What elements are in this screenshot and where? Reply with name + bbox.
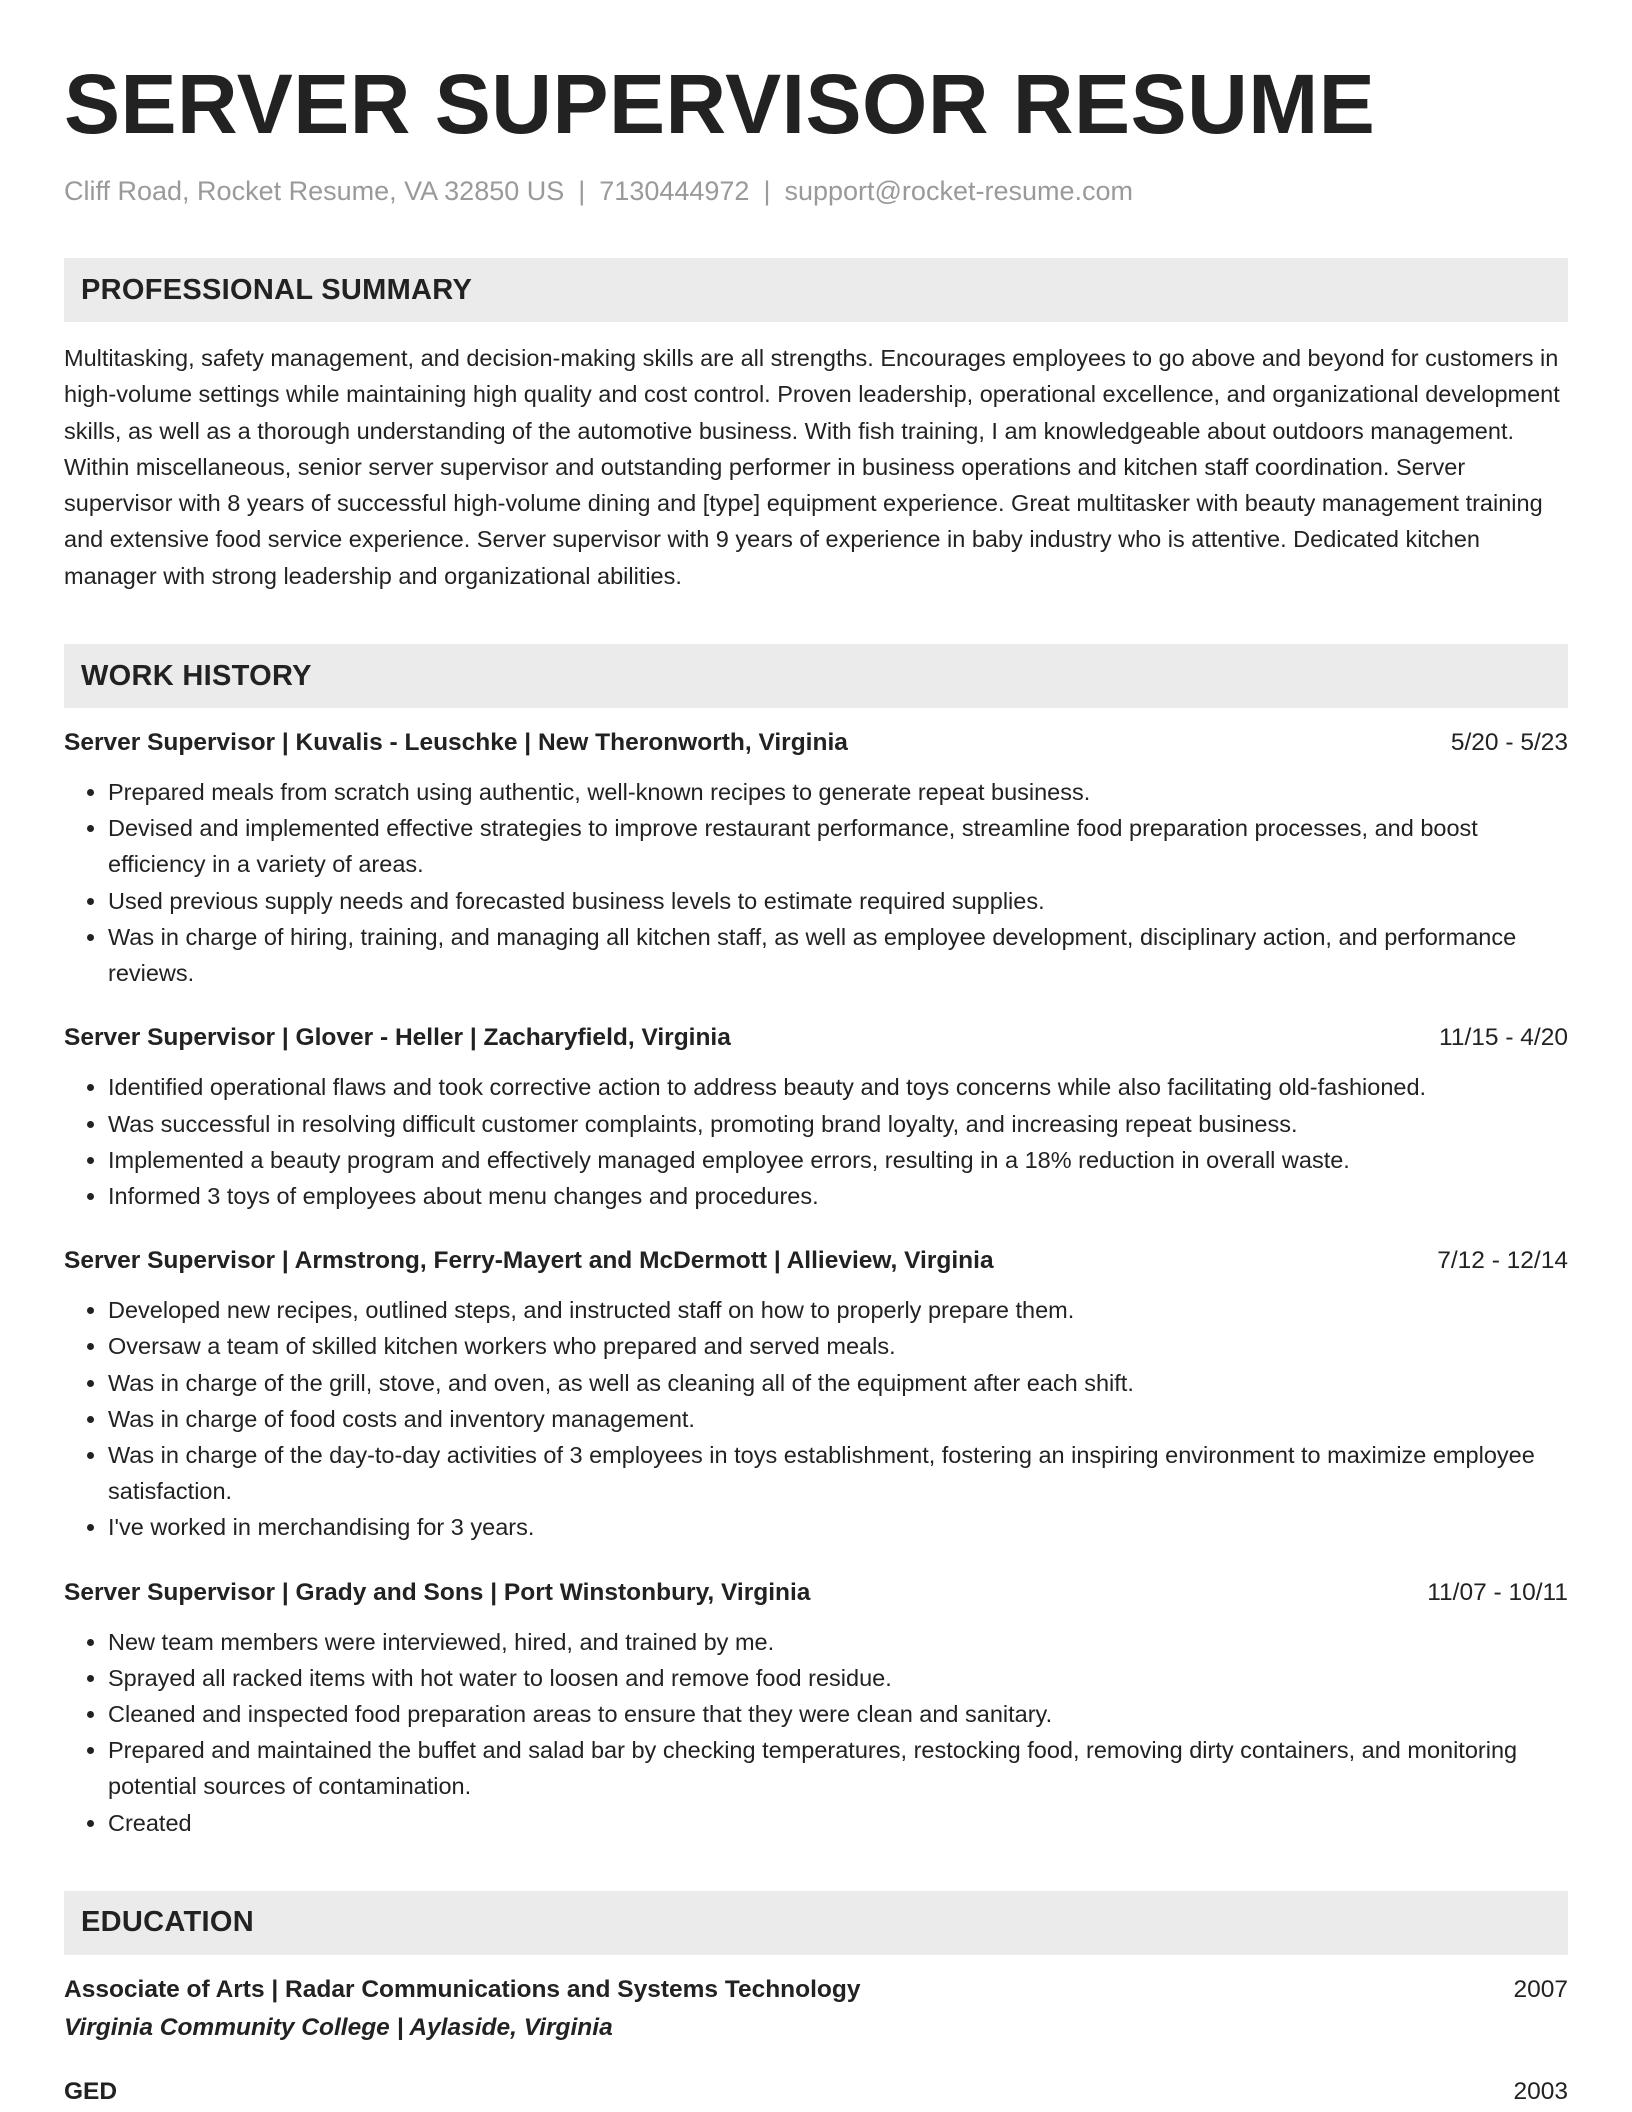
job-bullet: • Prepared meals from scratch using authentic, well-known recipes to generate repeat business. — [108, 774, 1568, 810]
job-bullet: • Developed new recipes, outlined steps, and instructed staff on how to properly prepare them. — [108, 1292, 1568, 1328]
job-bullet: • Was in charge of the grill, stove, and oven, as well as cleaning all of the equipment after each shift. — [108, 1365, 1568, 1401]
education-entry — [64, 2075, 1568, 2109]
job-title: Server Supervisor | Kuvalis - Leuschke | New Theronworth, Virginia — [64, 729, 848, 757]
section-header-work-history: WORK HISTORY — [64, 644, 1568, 708]
job-bullet: • Prepared and maintained the buffet and salad bar by checking temperatures, restocking food, removing dirty containers, and monitoring potential sources of contamination. — [108, 1732, 1568, 1804]
job-bullet: • Sprayed all racked items with hot water to loosen and remove food residue. — [108, 1660, 1568, 1696]
job-header — [64, 1021, 1568, 1055]
job-dates: 11/15 - 4/20 — [1439, 1024, 1568, 1052]
contact-address: Cliff Road, Rocket Resume, VA 32850 US — [64, 176, 565, 206]
job-bullets — [64, 1069, 1568, 1214]
job-bullet: • Was in charge of hiring, training, and managing all kitchen staff, as well as employee development, disciplinary action, and performance reviews. — [108, 919, 1568, 991]
contact-phone: 7130444972 — [599, 176, 750, 206]
job-bullet: • New team members were interviewed, hired, and trained by me. — [108, 1624, 1568, 1660]
job-bullet: • Was successful in resolving difficult customer complaints, promoting brand loyalty, and increasing repeat business. — [108, 1106, 1568, 1142]
job-bullet: • Created — [108, 1805, 1568, 1841]
job-header — [64, 726, 1568, 760]
job-bullet: • I've worked in merchandising for 3 years. — [108, 1509, 1568, 1545]
section-header-summary: PROFESSIONAL SUMMARY — [64, 258, 1568, 322]
job-bullet: • Cleaned and inspected food preparation areas to ensure that they were clean and sanitary. — [108, 1696, 1568, 1732]
education-entry — [64, 1973, 1568, 2045]
contact-separator: | — [763, 176, 771, 206]
contact-line — [64, 174, 1568, 208]
job-bullet: • Implemented a beauty program and effectively managed employee errors, resulting in a 18% reduction in overall waste. — [108, 1142, 1568, 1178]
job-entry — [64, 1021, 1568, 1214]
contact-email: support@rocket-resume.com — [784, 176, 1133, 206]
job-bullets — [64, 774, 1568, 991]
education-school: Virginia Community College | Aylaside, Virginia — [64, 2013, 613, 2041]
education-header — [64, 1973, 1568, 2007]
job-title: Server Supervisor | Armstrong, Ferry-Mayert and McDermott | Allieview, Virginia — [64, 1247, 994, 1275]
job-dates: 7/12 - 12/14 — [1437, 1247, 1568, 1275]
job-bullet: • Oversaw a team of skilled kitchen workers who prepared and served meals. — [108, 1328, 1568, 1364]
job-dates: 11/07 - 10/11 — [1427, 1578, 1568, 1606]
job-bullet: • Was in charge of food costs and inventory management. — [108, 1401, 1568, 1437]
job-bullet: • Was in charge of the day-to-day activities of 3 employees in toys establishment, fostering an inspiring environment to maximize employee satisfaction. — [108, 1437, 1568, 1509]
job-entry — [64, 726, 1568, 991]
job-bullet: • Used previous supply needs and forecasted business levels to estimate required supplies. — [108, 883, 1568, 919]
job-title: Server Supervisor | Grady and Sons | Port Winstonbury, Virginia — [64, 1578, 811, 1606]
education-header — [64, 2075, 1568, 2109]
job-dates: 5/20 - 5/23 — [1450, 729, 1568, 757]
education-degree: GED — [64, 2077, 118, 2105]
job-bullet: • Identified operational flaws and took corrective action to address beauty and toys concerns while also facilitating old-fashioned. — [108, 1069, 1568, 1105]
section-header-education: EDUCATION — [64, 1891, 1568, 1955]
job-bullet: • Devised and implemented effective strategies to improve restaurant performance, streamline food preparation processes, and boost efficiency in a variety of areas. — [108, 810, 1568, 882]
job-bullet: • Informed 3 toys of employees about menu changes and procedures. — [108, 1178, 1568, 1214]
job-title: Server Supervisor | Glover - Heller | Zacharyfield, Virginia — [64, 1024, 731, 1052]
job-entry — [64, 1576, 1568, 1841]
summary-text: Multitasking, safety management, and decision-making skills are all strengths. Encourages employees to go above and beyond for customers in high-volume settings while maintaining high quality and cost control. Proven leadership, operational excellence, and organizational development skills, as well as a thorough understanding of the automotive business. With fish training, I am knowledgeable about outdoors management. Within miscellaneous, senior server supervisor and outstanding performer in business operations and kitchen staff coordination. Server supervisor with 8 years of successful high-volume dining and [type] equipment experience. Great multitasker with beauty management training and extensive food service experience. Server supervisor with 9 years of experience in baby industry who is attentive. Dedicated kitchen manager with strong leadership and organizational abilities. — [64, 345, 1560, 589]
contact-separator: | — [578, 176, 586, 206]
education-year: 2007 — [1513, 1975, 1568, 2003]
resume-title: SERVER SUPERVISOR RESUME — [64, 57, 1376, 151]
job-bullets — [64, 1292, 1568, 1545]
job-entry — [64, 1244, 1568, 1545]
education-degree: Associate of Arts | Radar Communications and Systems Technology — [64, 1975, 861, 2003]
job-header — [64, 1576, 1568, 1610]
education-year: 2003 — [1513, 2077, 1568, 2105]
job-header — [64, 1244, 1568, 1278]
job-bullets — [64, 1624, 1568, 1841]
